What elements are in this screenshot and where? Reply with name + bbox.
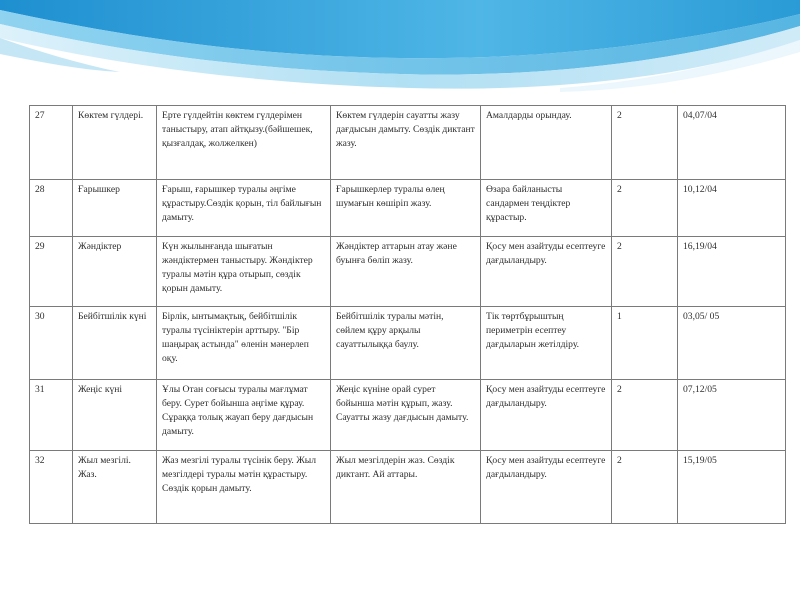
lesson-skills: Жыл мезгілдерін жаз. Сөздік диктант. Ай аттары. bbox=[331, 451, 481, 524]
lesson-topic: Бейбітшілік күні bbox=[73, 307, 157, 380]
lesson-skills: Жәндіктер аттарын атау және буынға бөліп жазу. bbox=[331, 237, 481, 307]
lesson-date: 03,05/ 05 bbox=[678, 307, 786, 380]
lesson-number: 28 bbox=[30, 180, 73, 237]
lesson-math: Амалдарды орындау. bbox=[481, 106, 612, 180]
lesson-skills: Жеңіс күніне орай сурет бойынша мәтін құрып, жазу. Сауатты жазу дағдысын дамыту. bbox=[331, 380, 481, 451]
table-row bbox=[30, 237, 786, 307]
lesson-skills: Бейбітшілік туралы мәтін, сөйлем құру арқылы сауаттылыққа баулу. bbox=[331, 307, 481, 380]
lesson-content: Ұлы Отан соғысы туралы мағлұмат беру. Сурет бойынша әңгіме құрау. Сұраққа толық жауап беру дағдысын дамыту. bbox=[157, 380, 331, 451]
lesson-hours: 2 bbox=[612, 106, 678, 180]
table-row bbox=[30, 380, 786, 451]
lesson-hours: 2 bbox=[612, 180, 678, 237]
lesson-math: Қосу мен азайтуды есептеуге дағдыландыру. bbox=[481, 380, 612, 451]
lesson-date: 16,19/04 bbox=[678, 237, 786, 307]
lesson-math: Қосу мен азайтуды есептеуге дағдыландыру. bbox=[481, 451, 612, 524]
lesson-number: 31 bbox=[30, 380, 73, 451]
lesson-topic: Көктем гүлдері. bbox=[73, 106, 157, 180]
lesson-skills: Ғарышкерлер туралы өлең шумағын көшіріп жазу. bbox=[331, 180, 481, 237]
lesson-number: 27 bbox=[30, 106, 73, 180]
lesson-plan-table bbox=[29, 105, 786, 524]
lesson-content: Ғарыш, ғарышкер туралы әңгіме құрастыру.Сөздік қорын, тіл байлығын дамыту. bbox=[157, 180, 331, 237]
lesson-content: Жаз мезгілі туралы түсінік беру. Жыл мезгілдері туралы мәтін құрастыру. Сөздік қорын дамыту. bbox=[157, 451, 331, 524]
lesson-topic: Жәндіктер bbox=[73, 237, 157, 307]
table-row bbox=[30, 180, 786, 237]
lesson-content: Бірлік, ынтымақтық, бейбітшілік туралы түсініктерін арттыру. "Бір шаңырақ астында" өленін мәнерлеп оқу. bbox=[157, 307, 331, 380]
lesson-hours: 2 bbox=[612, 380, 678, 451]
lesson-date: 04,07/04 bbox=[678, 106, 786, 180]
lesson-math: Тік төртбұрыштың периметрін есептеу дағдыларын жетілдіру. bbox=[481, 307, 612, 380]
lesson-hours: 2 bbox=[612, 237, 678, 307]
lesson-hours: 1 bbox=[612, 307, 678, 380]
lesson-date: 15,19/05 bbox=[678, 451, 786, 524]
lesson-skills: Көктем гүлдерін сауатты жазу дағдысын дамыту. Сөздік диктант жазу. bbox=[331, 106, 481, 180]
lesson-topic: Жыл мезгілі. Жаз. bbox=[73, 451, 157, 524]
lesson-date: 07,12/05 bbox=[678, 380, 786, 451]
table-row bbox=[30, 307, 786, 380]
lesson-plan-table-wrap bbox=[29, 105, 785, 524]
lesson-math: Қосу мен азайтуды есептеуге дағдыландыру. bbox=[481, 237, 612, 307]
lesson-topic: Ғарышкер bbox=[73, 180, 157, 237]
table-row bbox=[30, 451, 786, 524]
lesson-number: 32 bbox=[30, 451, 73, 524]
table-row bbox=[30, 106, 786, 180]
lesson-content: Ерте гүлдейтін көктем гүлдерімен таныстыру, атап айтқызу.(бәйшешек, қызғалдақ, жолжелкен) bbox=[157, 106, 331, 180]
lesson-math: Өзара байланысты сандармен теңдіктер құрастыр. bbox=[481, 180, 612, 237]
lesson-content: Күн жылынғанда шығатын жәндіктермен таныстыру. Жәндіктер туралы мәтін құра отырып, сөздік қорын дамыту. bbox=[157, 237, 331, 307]
lesson-hours: 2 bbox=[612, 451, 678, 524]
lesson-topic: Жеңіс күні bbox=[73, 380, 157, 451]
lesson-date: 10,12/04 bbox=[678, 180, 786, 237]
lesson-number: 29 bbox=[30, 237, 73, 307]
lesson-number: 30 bbox=[30, 307, 73, 380]
